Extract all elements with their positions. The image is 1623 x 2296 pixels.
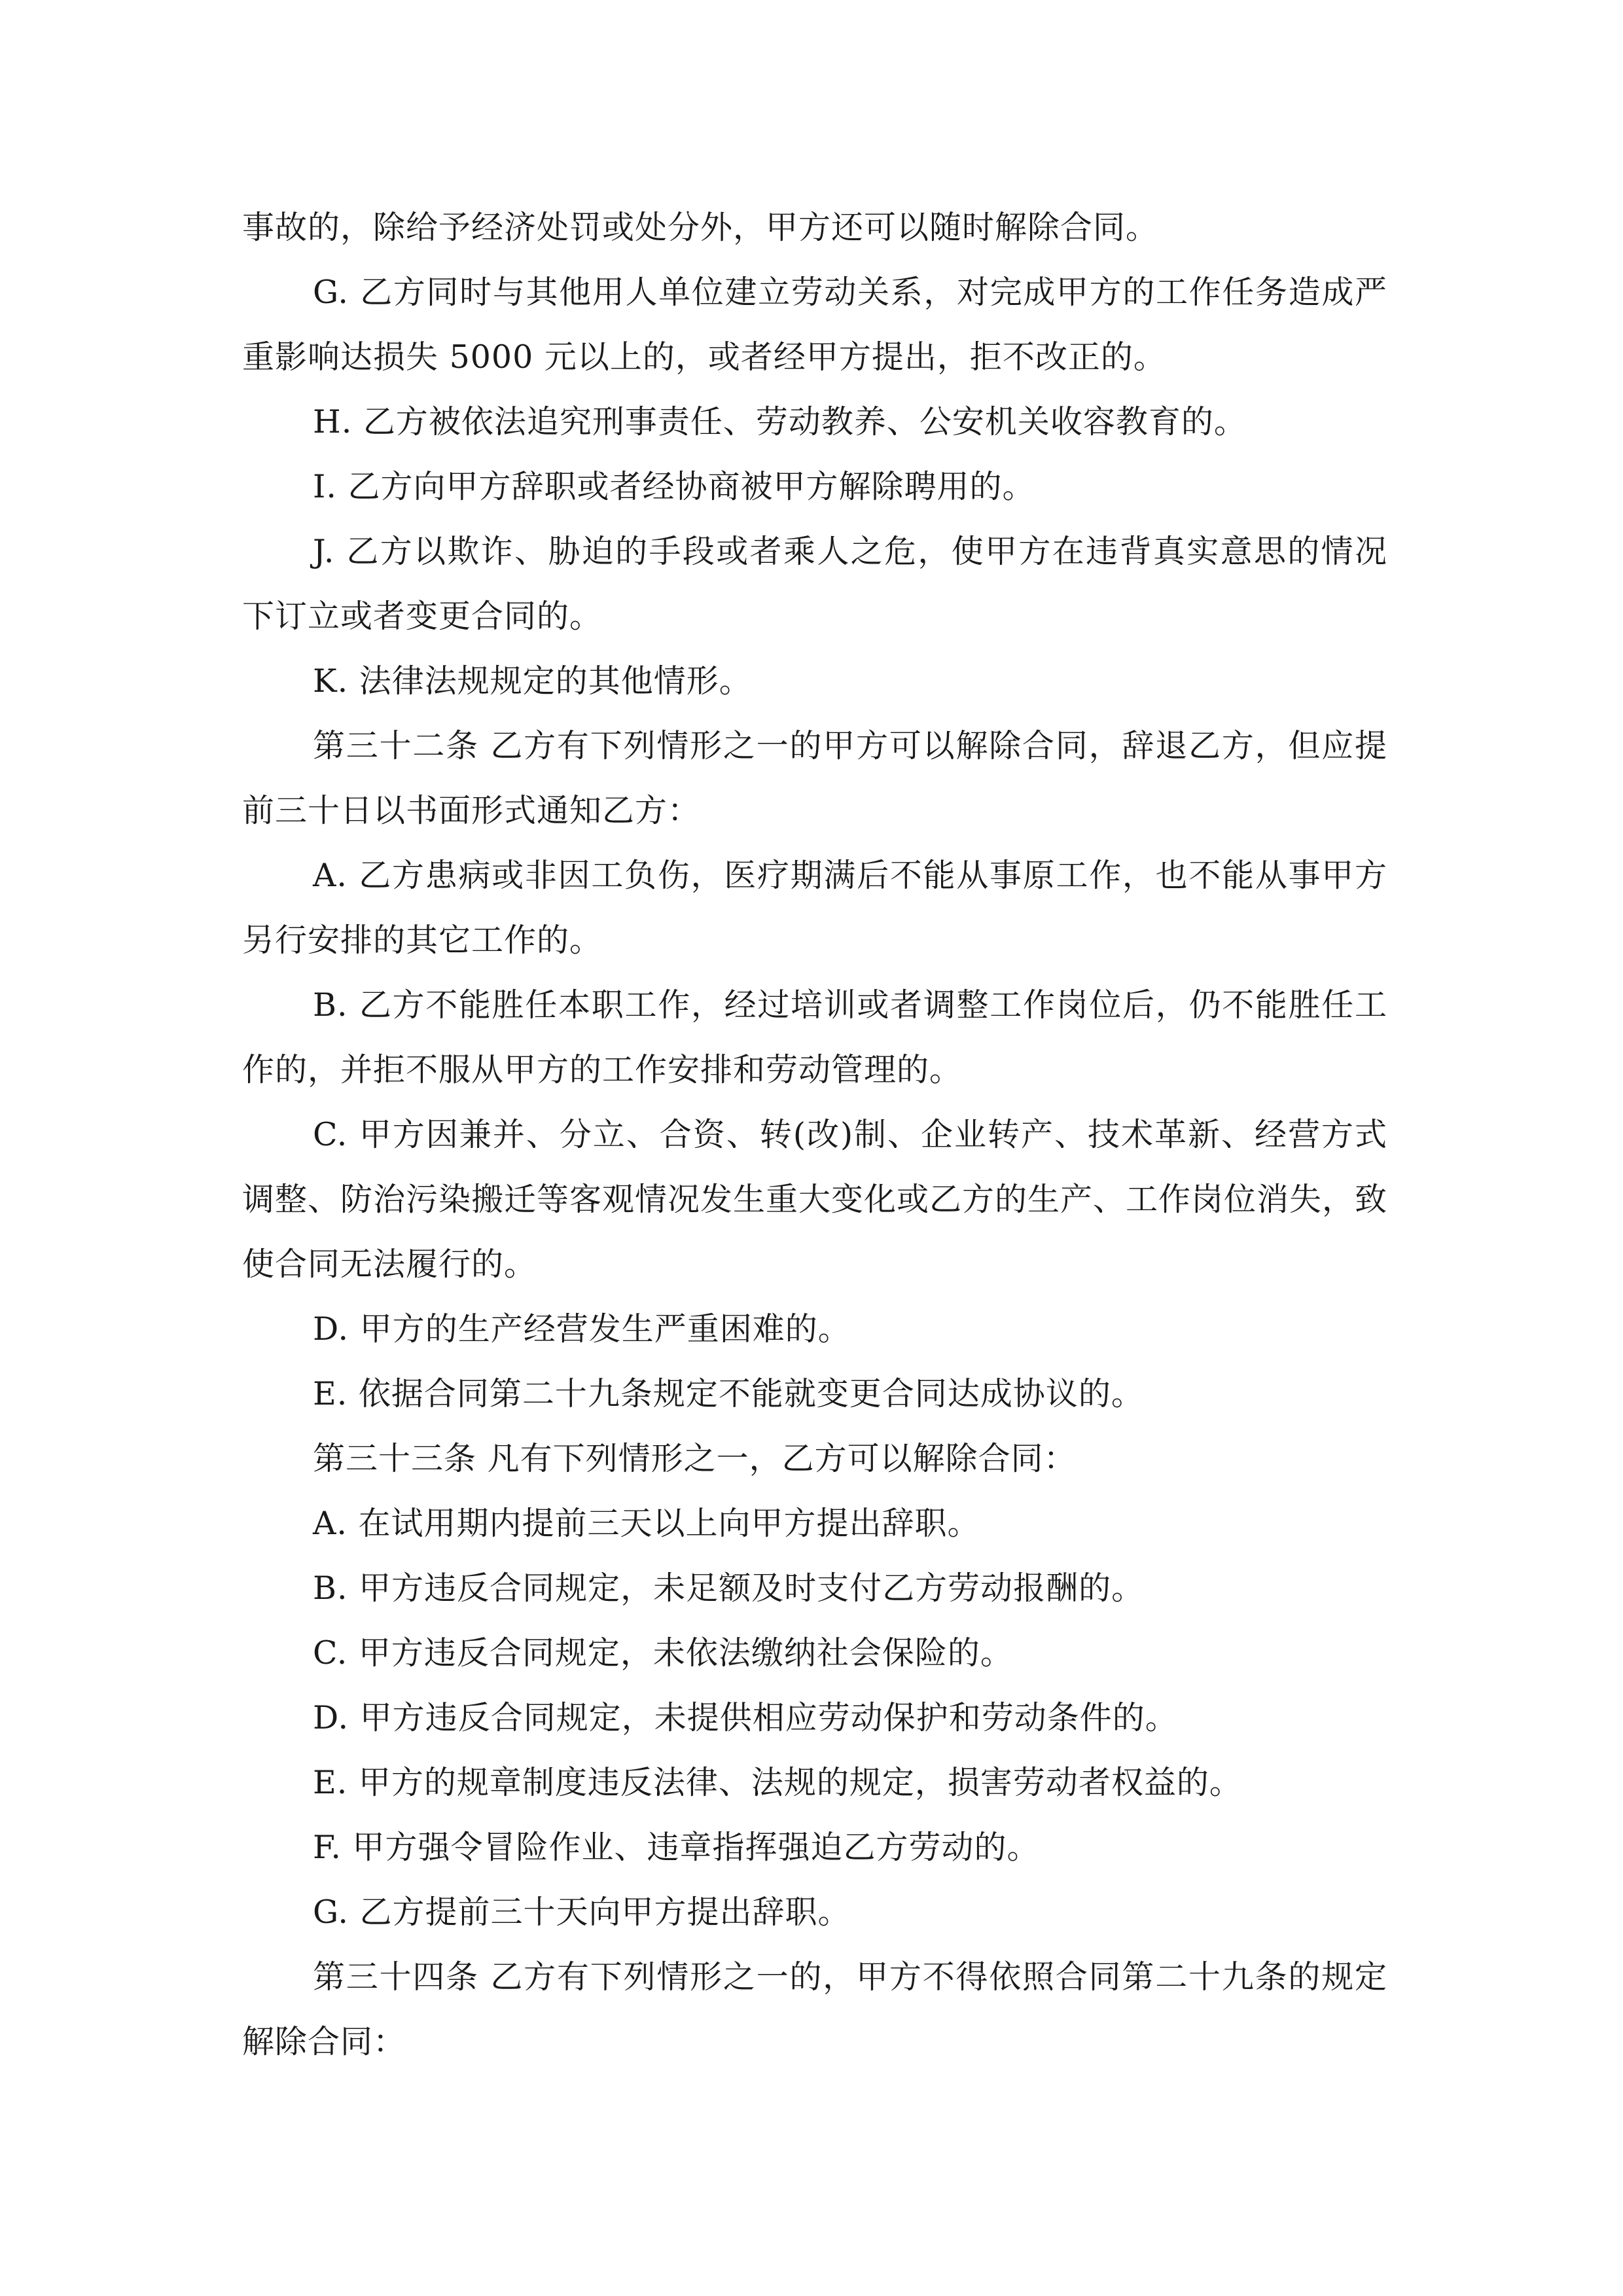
article-33-clause-b: B. 甲方违反合同规定，未足额及时支付乙方劳动报酬的。 — [313, 1570, 1145, 1607]
article-32-clause-a: A. 乙方患病或非因工负伤，医疗期满后不能从事原工作，也不能从事甲方另行安排的其它工作的。 — [242, 857, 1387, 959]
article-33-clause-d: D. 甲方违反合同规定，未提供相应劳动保护和劳动条件的。 — [313, 1699, 1178, 1736]
article-33: 第三十三条 凡有下列情形之一，乙方可以解除合同： — [313, 1440, 1077, 1477]
article-32-clause-e: E. 依据合同第二十九条规定不能就变更合同达成协议的。 — [313, 1375, 1144, 1412]
paragraph-clause-i: I. 乙方向甲方辞职或者经协商被甲方解除聘用的。 — [313, 468, 1035, 505]
paragraph-clause-k: K. 法律法规规定的其他情形。 — [313, 662, 752, 700]
article-33-clause-f: F. 甲方强令冒险作业、违章指挥强迫乙方劳动的。 — [313, 1829, 1040, 1866]
article-34: 第三十四条 乙方有下列情形之一的，甲方不得依照合同第二十九条的规定解除合同： — [242, 1958, 1387, 2060]
paragraph-continuation: 事故的，除给予经济处罚或处分外，甲方还可以随时解除合同。 — [242, 209, 1159, 246]
document-body — [242, 195, 1387, 2074]
article-32-clause-b: B. 乙方不能胜任本职工作，经过培训或者调整工作岗位后，仍不能胜任工作的，并拒不服从甲方的工作安排和劳动管理的。 — [242, 986, 1387, 1088]
article-32-clause-c: C. 甲方因兼并、分立、合资、转(改)制、企业转产、技术革新、经营方式调整、防治污染搬迁等客观情况发生重大变化或乙方的生产、工作岗位消失，致使合同无法履行的。 — [242, 1116, 1388, 1283]
article-33-clause-a: A. 在试用期内提前三天以上向甲方提出辞职。 — [313, 1505, 980, 1542]
paragraph-clause-g: G. 乙方同时与其他用人单位建立劳动关系，对完成甲方的工作任务造成严重影响达损失 5000 元以上的，或者经甲方提出，拒不改正的。 — [242, 274, 1387, 376]
article-33-clause-c: C. 甲方违反合同规定，未依法缴纳社会保险的。 — [313, 1634, 1013, 1672]
article-32: 第三十二条 乙方有下列情形之一的甲方可以解除合同，辞退乙方，但应提前三十日以书面形式通知乙方： — [242, 727, 1387, 829]
article-33-clause-e: E. 甲方的规章制度违反法律、法规的规定，损害劳动者权益的。 — [313, 1764, 1242, 1801]
paragraph-clause-h: H. 乙方被依法追究刑事责任、劳动教养、公安机关收容教育的。 — [313, 403, 1247, 440]
article-33-clause-g: G. 乙方提前三十天向甲方提出辞职。 — [313, 1893, 851, 1931]
article-32-clause-d: D. 甲方的生产经营发生严重困难的。 — [313, 1310, 851, 1348]
paragraph-clause-j: J. 乙方以欺诈、胁迫的手段或者乘人之危，使甲方在违背真实意思的情况下订立或者变更合同的。 — [242, 533, 1387, 635]
